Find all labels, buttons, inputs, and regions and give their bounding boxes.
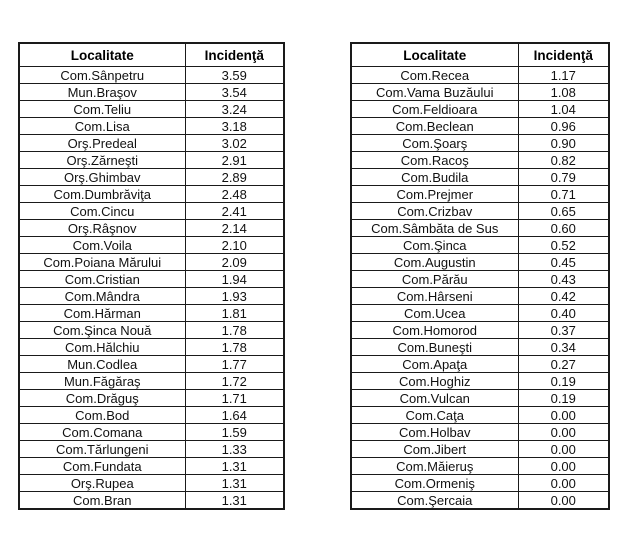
incidence-cell: 3.24 (185, 101, 284, 118)
column-header-localitate: Localitate (351, 43, 518, 67)
incidence-cell: 0.34 (518, 339, 609, 356)
table-row (351, 169, 609, 186)
table-row (19, 101, 284, 118)
incidence-cell: 0.27 (518, 356, 609, 373)
locality-cell: Com.Augustin (351, 254, 518, 271)
table-row (351, 339, 609, 356)
table-row (19, 475, 284, 492)
table-row (351, 203, 609, 220)
header-row (19, 43, 284, 67)
incidence-cell: 0.00 (518, 492, 609, 510)
incidence-cell: 0.37 (518, 322, 609, 339)
locality-cell: Com.Bran (19, 492, 185, 510)
locality-cell: Com.Crizbav (351, 203, 518, 220)
incidence-cell: 0.79 (518, 169, 609, 186)
locality-cell: Com.Lisa (19, 118, 185, 135)
locality-cell: Com.Vulcan (351, 390, 518, 407)
table-row (19, 458, 284, 475)
locality-cell: Mun.Braşov (19, 84, 185, 101)
table-row (351, 67, 609, 84)
incidence-cell: 2.89 (185, 169, 284, 186)
incidence-cell: 1.94 (185, 271, 284, 288)
table-row (351, 237, 609, 254)
table-row (351, 322, 609, 339)
table-row (351, 356, 609, 373)
locality-cell: Com.Hoghiz (351, 373, 518, 390)
locality-cell: Orş.Zărneşti (19, 152, 185, 169)
locality-cell: Com.Mândra (19, 288, 185, 305)
incidence-cell: 1.78 (185, 339, 284, 356)
table-row (351, 458, 609, 475)
incidence-cell: 1.71 (185, 390, 284, 407)
table-row (19, 135, 284, 152)
table-row (19, 390, 284, 407)
incidence-cell: 0.65 (518, 203, 609, 220)
table-row (351, 475, 609, 492)
incidence-cell: 0.43 (518, 271, 609, 288)
table-row (351, 390, 609, 407)
locality-cell: Com.Hărman (19, 305, 185, 322)
incidence-cell: 1.81 (185, 305, 284, 322)
incidence-cell: 1.31 (185, 475, 284, 492)
table-row (19, 67, 284, 84)
locality-cell: Com.Poiana Mărului (19, 254, 185, 271)
incidence-cell: 2.48 (185, 186, 284, 203)
table-row (351, 407, 609, 424)
incidence-cell: 2.41 (185, 203, 284, 220)
table-row (351, 271, 609, 288)
locality-cell: Com.Homorod (351, 322, 518, 339)
table-row (351, 305, 609, 322)
table-row (19, 492, 284, 510)
table-row (19, 152, 284, 169)
table-row (19, 424, 284, 441)
incidence-cell: 3.54 (185, 84, 284, 101)
incidence-table-right (350, 42, 610, 510)
incidence-cell: 0.00 (518, 407, 609, 424)
incidence-cell: 0.00 (518, 441, 609, 458)
locality-cell: Com.Dumbrăviţa (19, 186, 185, 203)
table-row (19, 373, 284, 390)
incidence-cell: 1.93 (185, 288, 284, 305)
locality-cell: Mun.Codlea (19, 356, 185, 373)
incidence-cell: 3.02 (185, 135, 284, 152)
column-header-incidenta: Incidenţă (185, 43, 284, 67)
incidence-cell: 2.10 (185, 237, 284, 254)
table-row (351, 84, 609, 101)
table-row (19, 356, 284, 373)
incidence-cell: 0.52 (518, 237, 609, 254)
locality-cell: Com.Şinca (351, 237, 518, 254)
table-row (19, 271, 284, 288)
table-row (351, 373, 609, 390)
table-row (19, 169, 284, 186)
table-row (351, 424, 609, 441)
table-row (19, 237, 284, 254)
locality-cell: Orş.Râşnov (19, 220, 185, 237)
incidence-cell: 3.18 (185, 118, 284, 135)
locality-cell: Mun.Făgăraş (19, 373, 185, 390)
locality-cell: Com.Părău (351, 271, 518, 288)
locality-cell: Com.Tărlungeni (19, 441, 185, 458)
incidence-cell: 1.33 (185, 441, 284, 458)
incidence-cell: 2.09 (185, 254, 284, 271)
incidence-cell: 3.59 (185, 67, 284, 84)
table-row (19, 203, 284, 220)
table-row (19, 254, 284, 271)
table-row (351, 152, 609, 169)
locality-cell: Com.Fundata (19, 458, 185, 475)
table-row (351, 441, 609, 458)
locality-cell: Com.Măieruş (351, 458, 518, 475)
incidence-cell: 1.77 (185, 356, 284, 373)
incidence-table-left (18, 42, 285, 510)
locality-cell: Com.Cristian (19, 271, 185, 288)
table-row (19, 322, 284, 339)
incidence-cell: 0.71 (518, 186, 609, 203)
table-row (19, 441, 284, 458)
incidence-cell: 0.19 (518, 390, 609, 407)
locality-cell: Com.Comana (19, 424, 185, 441)
table-row (351, 135, 609, 152)
locality-cell: Orş.Ghimbav (19, 169, 185, 186)
incidence-cell: 0.40 (518, 305, 609, 322)
incidence-cell: 1.72 (185, 373, 284, 390)
locality-cell: Com.Voila (19, 237, 185, 254)
locality-cell: Com.Caţa (351, 407, 518, 424)
locality-cell: Com.Feldioara (351, 101, 518, 118)
incidence-cell: 0.19 (518, 373, 609, 390)
table-row (19, 339, 284, 356)
locality-cell: Orş.Predeal (19, 135, 185, 152)
locality-cell: Com.Racoş (351, 152, 518, 169)
table-row (19, 288, 284, 305)
locality-cell: Com.Sâmbăta de Sus (351, 220, 518, 237)
locality-cell: Com.Bod (19, 407, 185, 424)
incidence-cell: 1.31 (185, 492, 284, 510)
incidence-cell: 0.45 (518, 254, 609, 271)
locality-cell: Com.Jibert (351, 441, 518, 458)
incidence-cell: 0.60 (518, 220, 609, 237)
locality-cell: Com.Hălchiu (19, 339, 185, 356)
table-row (351, 186, 609, 203)
table-row (351, 118, 609, 135)
locality-cell: Com.Şoarş (351, 135, 518, 152)
incidence-cell: 0.00 (518, 424, 609, 441)
incidence-cell: 0.96 (518, 118, 609, 135)
locality-cell: Com.Ormeniş (351, 475, 518, 492)
incidence-cell: 1.64 (185, 407, 284, 424)
locality-cell: Com.Drăguş (19, 390, 185, 407)
incidence-cell: 1.04 (518, 101, 609, 118)
incidence-cell: 0.82 (518, 152, 609, 169)
locality-cell: Com.Şinca Nouă (19, 322, 185, 339)
locality-cell: Com.Şercaia (351, 492, 518, 510)
incidence-cell: 0.42 (518, 288, 609, 305)
column-header-incidenta: Incidenţă (518, 43, 609, 67)
locality-cell: Com.Ucea (351, 305, 518, 322)
table-row (19, 220, 284, 237)
locality-cell: Com.Prejmer (351, 186, 518, 203)
locality-cell: Com.Teliu (19, 101, 185, 118)
table-row (351, 220, 609, 237)
incidence-cell: 0.00 (518, 458, 609, 475)
incidence-cell: 1.59 (185, 424, 284, 441)
locality-cell: Com.Vama Buzăului (351, 84, 518, 101)
table-row (19, 118, 284, 135)
locality-cell: Com.Cincu (19, 203, 185, 220)
incidence-cell: 1.31 (185, 458, 284, 475)
locality-cell: Com.Budila (351, 169, 518, 186)
locality-cell: Com.Sânpetru (19, 67, 185, 84)
incidence-cell: 2.91 (185, 152, 284, 169)
table-row (351, 492, 609, 510)
locality-cell: Com.Recea (351, 67, 518, 84)
column-header-localitate: Localitate (19, 43, 185, 67)
incidence-cell: 1.08 (518, 84, 609, 101)
incidence-cell: 0.90 (518, 135, 609, 152)
table-row (19, 305, 284, 322)
incidence-cell: 1.17 (518, 67, 609, 84)
table-row (19, 407, 284, 424)
table-row (19, 186, 284, 203)
table-row (351, 254, 609, 271)
table-row (351, 288, 609, 305)
incidence-cell: 2.14 (185, 220, 284, 237)
locality-cell: Com.Buneşti (351, 339, 518, 356)
table-row (19, 84, 284, 101)
locality-cell: Com.Beclean (351, 118, 518, 135)
incidence-cell: 1.78 (185, 322, 284, 339)
header-row (351, 43, 609, 67)
table-row (351, 101, 609, 118)
locality-cell: Com.Hârseni (351, 288, 518, 305)
locality-cell: Com.Apaţa (351, 356, 518, 373)
locality-cell: Orş.Rupea (19, 475, 185, 492)
locality-cell: Com.Holbav (351, 424, 518, 441)
incidence-cell: 0.00 (518, 475, 609, 492)
